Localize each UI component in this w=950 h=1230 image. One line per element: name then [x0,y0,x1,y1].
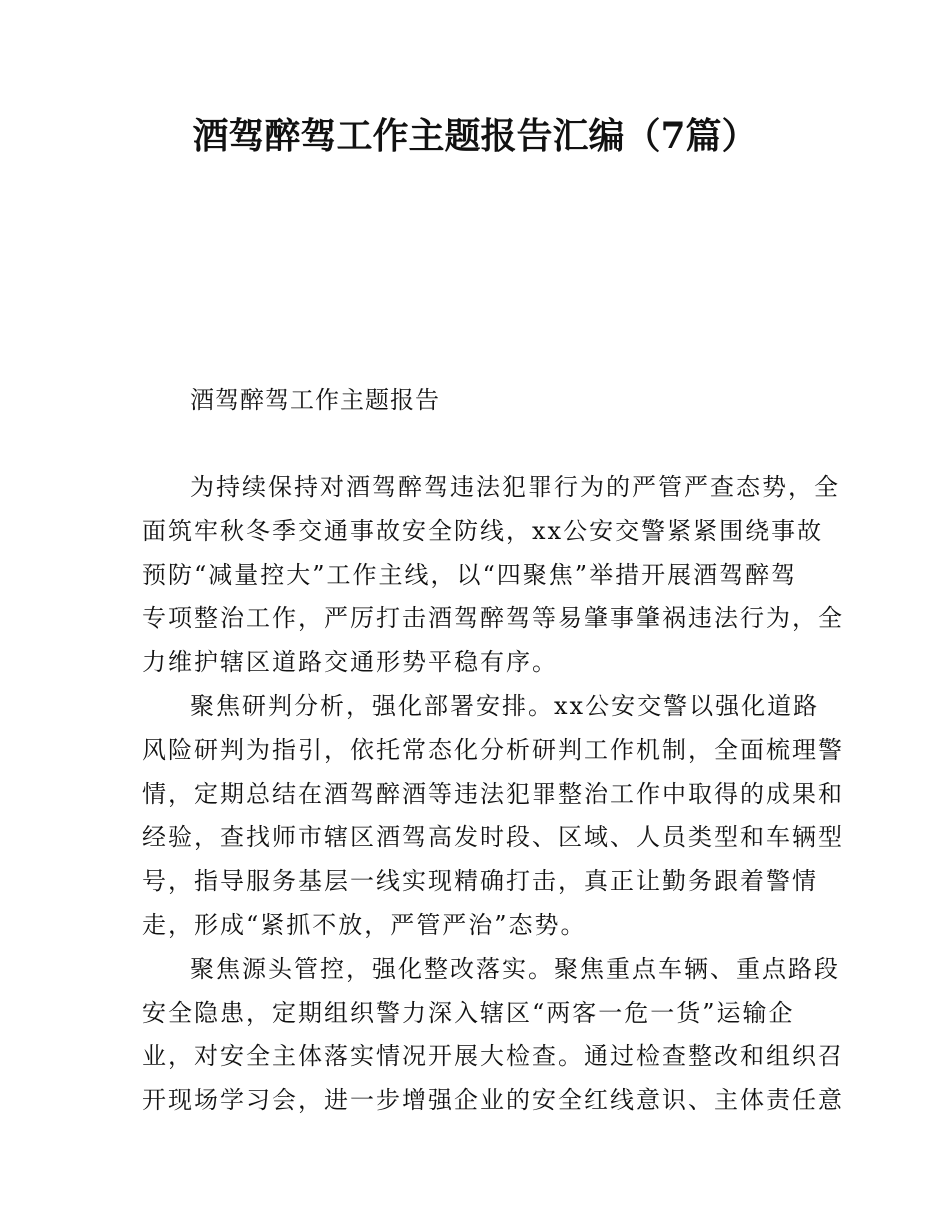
paragraph-line: 面筑牢秋冬季交通事故安全防线，xx公安交警紧紧围绕事故 [142,516,824,545]
paragraph-line: 为持续保持对酒驾醉驾违法犯罪行为的严管严查态势，全 [190,473,840,501]
paragraph-line: 业，对安全主体落实情况开展大检查。通过检查整改和组织召 [142,1042,844,1071]
document-body [142,466,844,1123]
paragraph-line: 风险研判为指引，依托常态化分析研判工作机制，全面梳理警 [142,735,844,764]
paragraph-line: 安全隐患，定期组织警力深入辖区“两客一危一货”运输企 [142,998,795,1027]
document-subtitle: 酒驾醉驾工作主题报告 [190,386,440,414]
paragraph-line: 情，定期总结在酒驾醉酒等违法犯罪整治工作中取得的成果和 [142,779,844,808]
paragraph-line: 预防“减量控大”工作主线，以“四聚焦”举措开展酒驾醉驾 [142,560,798,589]
document-title: 酒驾醉驾工作主题报告汇编（7篇） [192,115,758,157]
paragraph-1 [142,466,844,685]
paragraph-2 [142,685,844,948]
paragraph-line: 聚焦源头管控，强化整改落实。聚焦重点车辆、重点路段 [190,954,840,983]
paragraph-line: 号，指导服务基层一线实现精确打击，真正让勤务跟着警情 [142,867,818,896]
paragraph-3 [142,948,844,1123]
paragraph-line: 开现场学习会，进一步增强企业的安全红线意识、主体责任意 [142,1086,844,1115]
paragraph-line: 力维护辖区道路交通形势平稳有序。 [142,648,558,677]
paragraph-line: 聚焦研判分析，强化部署安排。xx公安交警以强化道路 [190,691,820,720]
paragraph-line: 专项整治工作，严厉打击酒驾醉驾等易肇事肇祸违法行为，全 [142,604,844,633]
paragraph-line: 走，形成“紧抓不放，严管严治”态势。 [142,910,587,939]
paragraph-line: 经验，查找师市辖区酒驾高发时段、区域、人员类型和车辆型 [142,823,844,852]
